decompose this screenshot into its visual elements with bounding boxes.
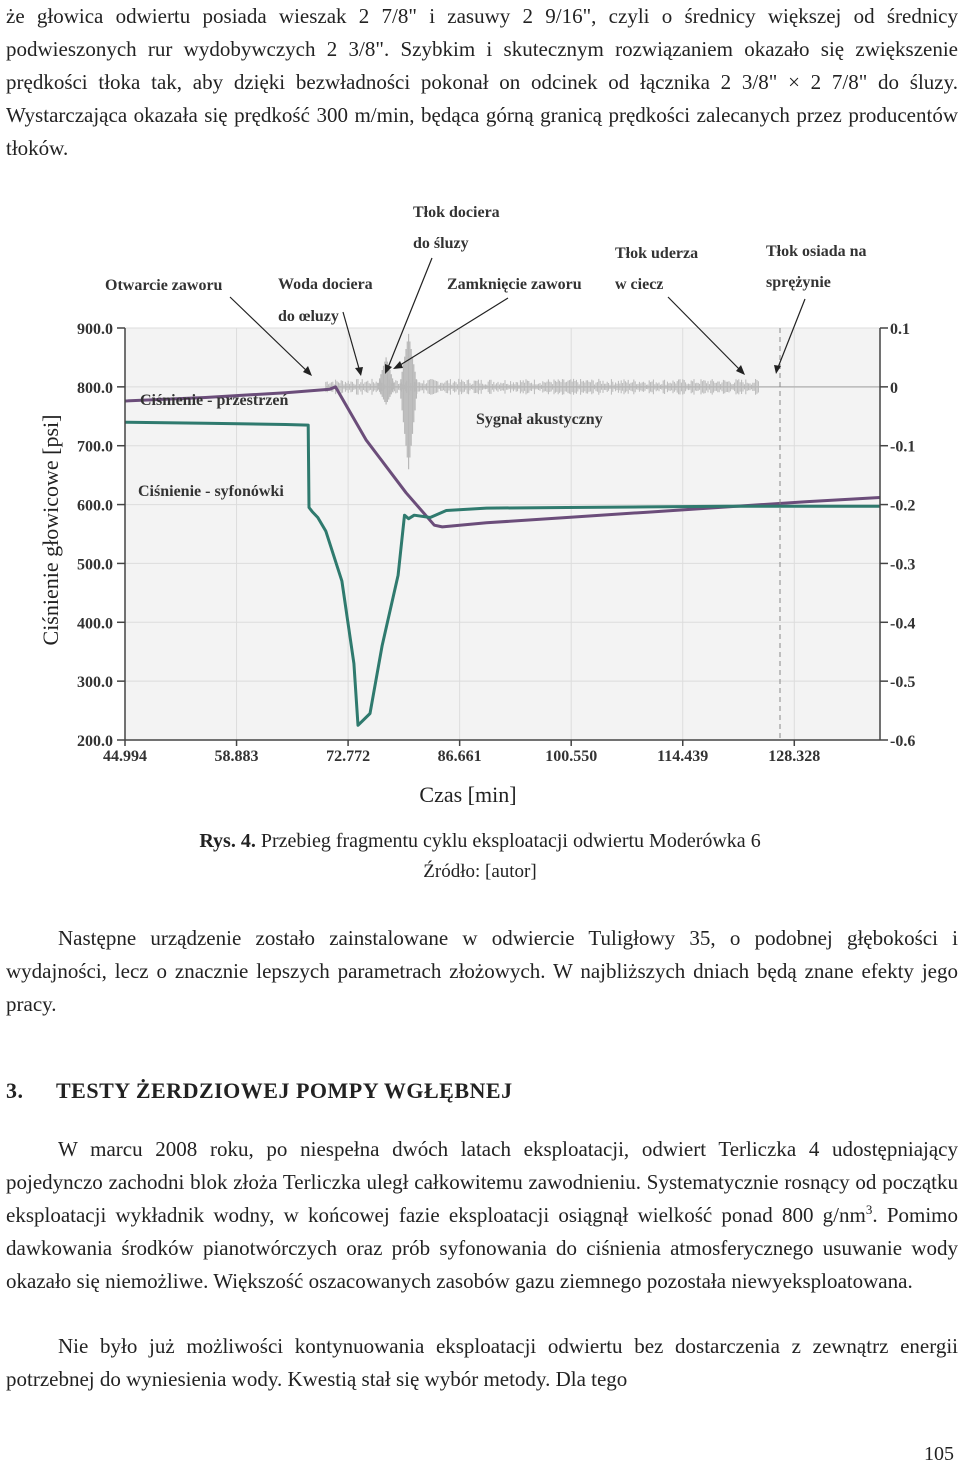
- annotation-uderza-2: w ciecz: [615, 276, 664, 293]
- paragraph-terliczka-part2: . Pomimo dawkowania środków pianotwórczych oraz prób syfonowania do ciśnienia atmosferycznego usuwanie wody okazało się niemożliwe. Większość oszacowanych zasobów gazu ziemnego pozostała niewyeksploatowana.: [6, 1203, 959, 1293]
- y-tick-label: 900.0: [77, 321, 113, 338]
- figure-caption-text: Przebieg fragmentu cyklu eksploatacji odwiertu Moderówka 6: [260, 830, 761, 852]
- superscript-3: 3: [865, 1202, 873, 1217]
- y-tick-label: 700.0: [77, 438, 113, 456]
- x-tick-label: 128.328: [768, 748, 821, 765]
- paragraph-method: Nie było już możliwości kontynuowania eksploatacji odwiertu bez dostarczenia z zewnątrz energii potrzebnej do wyniesienia wody. Kwestią stał się wybór metody. Dla tego: [6, 1334, 958, 1391]
- x-axis-label: Czas [min]: [419, 782, 517, 807]
- section-heading: [6, 1078, 513, 1104]
- annotation-zamkniecie: Zamknięcie zaworu: [447, 276, 582, 293]
- x-tick-label: 72.772: [326, 748, 371, 765]
- x-tick-label: 100.550: [545, 748, 598, 765]
- y-tick-label: 600.0: [77, 497, 113, 515]
- x-tick-label: 58.883: [214, 748, 259, 765]
- y-tick-label: 300.0: [77, 674, 113, 692]
- x-tick-label: 44.994: [103, 748, 147, 765]
- y2-tick-label: 0: [890, 379, 898, 397]
- y-tick-label: 500.0: [77, 556, 113, 574]
- figure-caption-label: Rys. 4.: [199, 830, 256, 852]
- y2-tick-label: -0.1: [890, 438, 916, 456]
- x-tick-label: 86.661: [437, 748, 482, 765]
- y-tick-label: 800.0: [77, 379, 113, 397]
- y2-tick-label: -0.4: [890, 615, 916, 633]
- pressure-chart: [0, 190, 960, 820]
- y2-tick-label: 0.1: [890, 321, 910, 338]
- label-tubing: Ciśnienie - syfonówki: [138, 483, 284, 500]
- y2-tick-label: -0.5: [890, 674, 916, 692]
- label-acoustic: Sygnał akustyczny: [476, 411, 603, 428]
- page-number: 105: [924, 1443, 954, 1465]
- y-tick-label: 400.0: [77, 615, 113, 633]
- annotation-woda-1: Woda dociera: [278, 276, 373, 293]
- annotation-tlok-do-1: Tłok dociera: [413, 204, 500, 221]
- label-casing: Ciśnienie - przestrzeń: [140, 392, 289, 409]
- annotation-uderza-1: Tłok uderza: [615, 245, 699, 262]
- annotation-otwarcie: Otwarcie zaworu: [105, 277, 223, 294]
- y-tick-label: 200.0: [77, 733, 113, 750]
- figure-caption: [0, 830, 960, 853]
- figure-chart: [0, 190, 960, 820]
- y-axis-label: Ciśnienie głowicowe [psi]: [38, 414, 63, 646]
- y2-tick-label: -0.3: [890, 556, 916, 574]
- x-tick-label: 114.439: [657, 748, 709, 765]
- y2-tick-label: -0.6: [890, 733, 916, 750]
- annotation-osiada-1: Tłok osiada na: [766, 243, 867, 260]
- intro-paragraph: że głowica odwiertu posiada wieszak 2 7/8" i zasuwy 2 9/16", czyli o średnicy większej od średnicy podwieszonych rur wydobywczych 2 3/8". Szybkim i skutecznym rozwiązaniem okazało się zwiększenie prędkości tłoka tak, aby dzięki bezwładności pokonał on odcinek od łącznika 2 3/8" × 2 7/8" do śluzy. Wystarczająca okazała się prędkość 300 m/min, będąca górną granicą prędkości zalecanych przez producentów tłoków.: [6, 4, 958, 160]
- paragraph-terliczka: [6, 1133, 958, 1298]
- section-title: TESTY ŻERDZIOWEJ POMPY WGŁĘBNEJ: [56, 1078, 513, 1103]
- paragraph-terliczka-part1: W marcu 2008 roku, po niespełna dwóch latach eksploatacji, odwiert Terliczka 4 udostępniający pojedynczo zachodni blok złoża Terliczka uległ całkowitemu zawodnieniu. Systematycznie rosnący od początku eksploatacji wykładnik wodny, w końcowej fazie eksploatacji osiągnął wielkość ponad 800 g/nm: [6, 1137, 958, 1227]
- y2-tick-label: -0.2: [890, 497, 916, 515]
- paragraph-tuliglowy: Następne urządzenie zostało zainstalowane w odwiercie Tuligłowy 35, o podobnej głębokości i wydajności, lecz o znacznie lepszych parametrach złożowych. W najbliższych dniach będą znane efekty jego pracy.: [6, 926, 958, 1016]
- annotation-osiada-2: sprężynie: [766, 274, 831, 291]
- figure-source: Źródło: [autor]: [423, 861, 537, 882]
- annotation-woda-2: do œluzy: [278, 308, 339, 325]
- section-number: 3.: [6, 1078, 24, 1103]
- annotation-tlok-do-2: do śluzy: [413, 235, 469, 252]
